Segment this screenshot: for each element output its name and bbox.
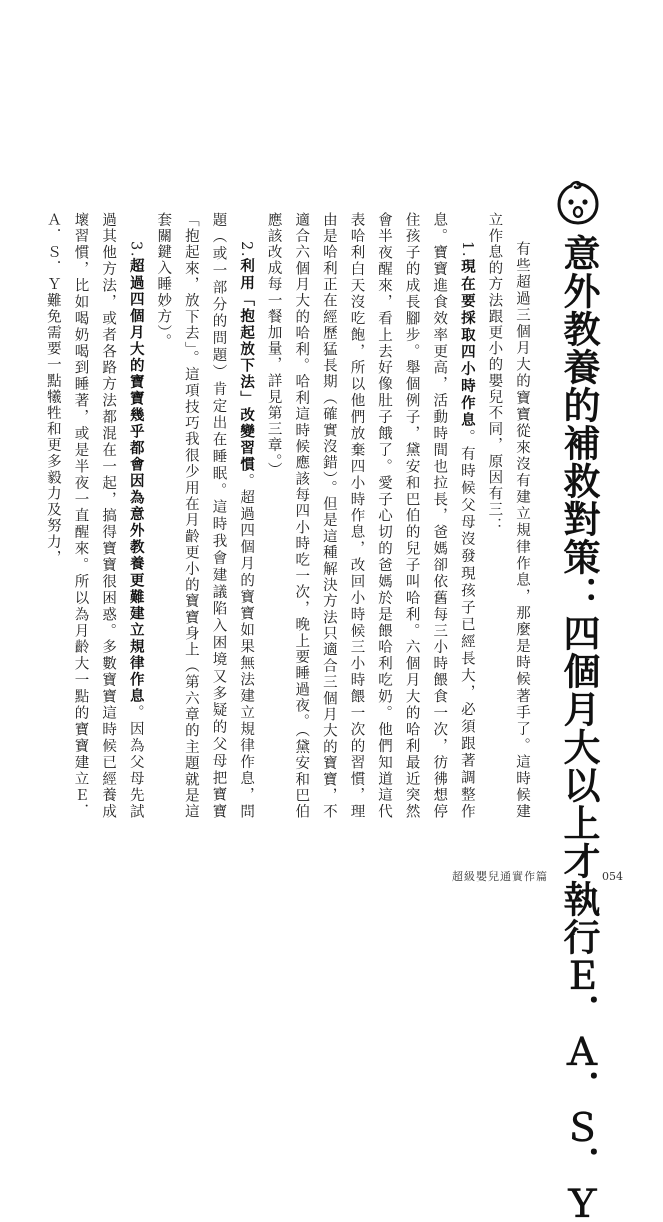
paragraph-text: 1. bbox=[458, 241, 475, 259]
paragraph-text: 3. bbox=[127, 241, 144, 259]
paragraph-text: 。因為父母先試過其他方法，或者各路方法都混在一起，搞得寶寶很困惑。多數寶寶這時候已經養成壞習慣，比如喝奶喝到睡著，或是半夜一直醒來。所以為月齡大一點的寶寶建立Ｅ．Ａ．Ｓ．Ｙ難免需要一點犧牲和更多毅力及努力， bbox=[44, 212, 144, 821]
paragraph-text: 2. bbox=[238, 241, 255, 259]
chapter-title-column bbox=[551, 178, 605, 1222]
baby-face-icon bbox=[553, 178, 603, 228]
body-paragraph bbox=[259, 212, 480, 820]
body-paragraph bbox=[480, 212, 535, 820]
emphasis-text: 利用「抱起放下法」改變習慣 bbox=[238, 258, 255, 474]
body-text bbox=[44, 212, 535, 821]
body-paragraph bbox=[38, 212, 148, 820]
paragraph-text: 。有時候父母沒發現孩子已經長大，必須跟著調整作息。寶寶進食效率更高，活動時間也拉長，爸媽卻依舊每三小時餵食一次，彷彿想停住孩子的成長腳步。舉個例子，黛安和巴伯的兒子叫哈利。六個月大的哈利最近突然會半夜醒來，看上去好像肚子餓了。愛子心切的爸媽於是餵哈利吃奶。他們知道這代表哈利白天沒吃飽，所以他們放棄四小時作息，改回小時候三小時餵一次的習慣，理由是哈利正在經歷猛長期（確實沒錯）。但是這種解決方法只適合三個月大的寶寶，不適合六個月大的哈利。哈利這時候應該每四小時吃一次，晚上要睡過夜。（黛安和巴伯應該改成每一餐加量，詳見第三章。） bbox=[265, 212, 475, 820]
emphasis-text: 超過四個月大的寶寶幾乎都會因為意外教養更難建立規律作息 bbox=[127, 258, 144, 705]
paragraph-text: 有些超過三個月大的寶寶從來沒有建立規律作息，那麼是時候著手了。這時候建立作息的方法跟更小的嬰兒不同，原因有三： bbox=[486, 212, 530, 820]
emphasis-text: 現在要採取四小時作息 bbox=[458, 258, 475, 430]
footer-book-title: 超級嬰兒通實作篇 bbox=[452, 870, 548, 883]
chapter-title: 意外教養的補救對策：四個月大以上才執行Ｅ．Ａ．Ｓ．Ｙ bbox=[557, 234, 600, 1222]
page-number: 054 bbox=[602, 870, 623, 883]
body-paragraph bbox=[149, 212, 259, 820]
paragraph-text: 。超過四個月的寶寶如果無法建立規律作息，問題（或一部分的問題）肯定出在睡眠。這時我會建議陷入困境又多疑的父母把寶寶「抱起來，放下去」。這項技巧我很少用在月齡更小的寶寶身上（第六章的主題就是這套關鍵入睡妙方）。 bbox=[155, 212, 255, 820]
page-footer bbox=[452, 868, 623, 884]
